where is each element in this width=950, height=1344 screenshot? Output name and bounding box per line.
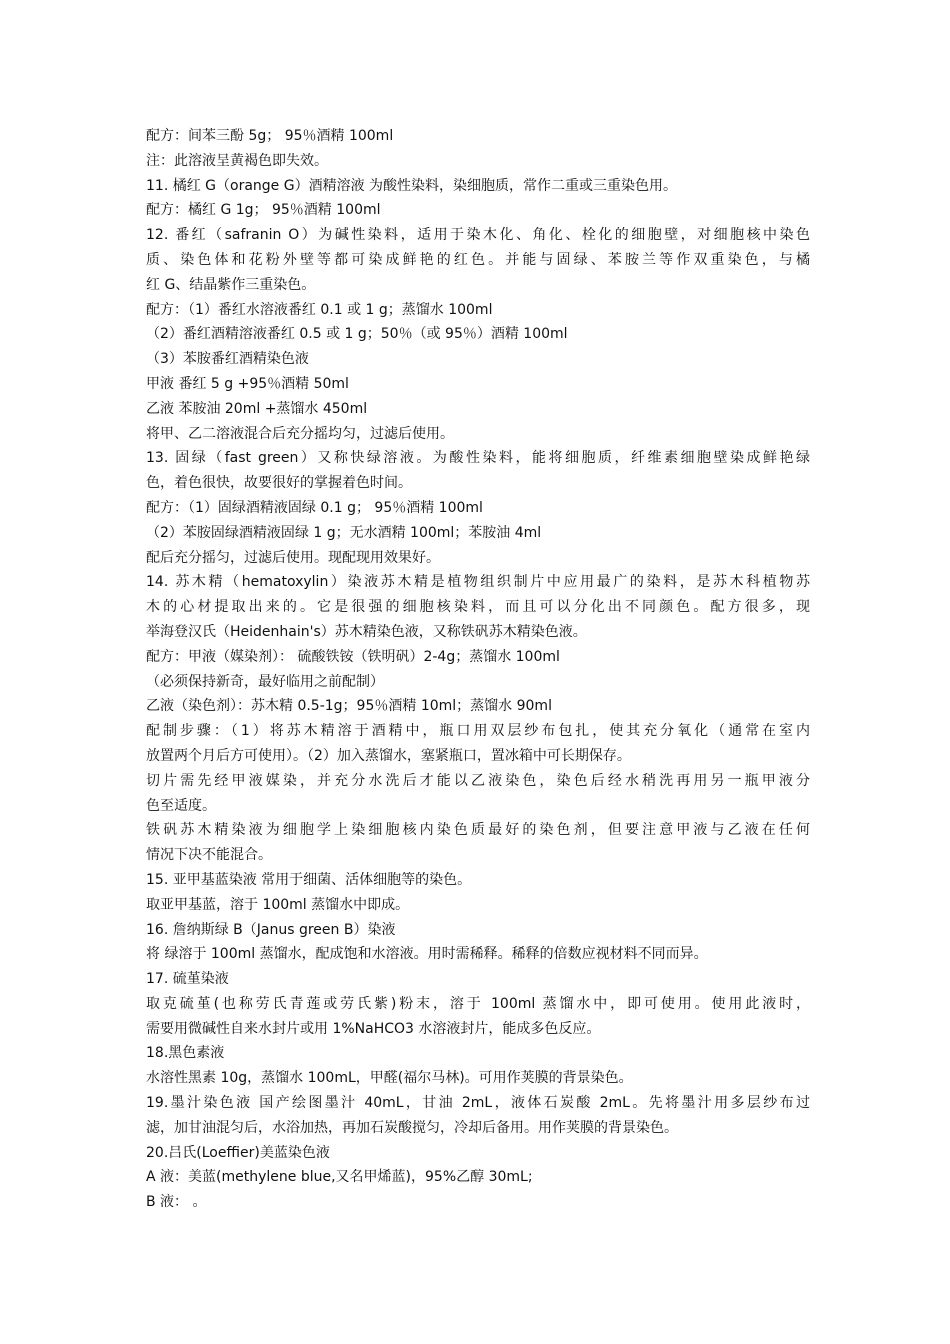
text-line: 色，着色很快，故要很好的掌握着色时间。 — [146, 475, 412, 492]
text-line: 配方：甲液（媒染剂）： 硫酸铁铵（铁明矾）2-4g；蒸馏水 100ml — [146, 648, 560, 665]
text-line: 配方：橘红 G 1g； 95％酒精 100ml — [146, 202, 381, 219]
text-line: 12. 番红（safranin O）为碱性染料，适用于染木化、角化、栓化的细胞壁，对细胞核中染色 — [146, 227, 810, 244]
text-line: 配方：（1）固绿酒精液固绿 0.1 g； 95％酒精 100ml — [146, 499, 483, 516]
text-line: 甲液 番红 5 g +95％酒精 50ml — [146, 375, 349, 392]
text-line: 配制步骤：（1）将苏木精溶于酒精中，瓶口用双层纱布包扎，使其充分氧化（通常在室内 — [146, 723, 810, 740]
text-line: 举海登汉氏（Heidenhain's）苏木精染色液，又称铁矾苏木精染色液。 — [146, 623, 587, 640]
text-line: 注：此溶液呈黄褐色即失效。 — [146, 152, 328, 169]
text-line: 配方：间苯三酚 5g； 95％酒精 100ml — [146, 128, 394, 144]
text-line: 19.墨汁染色液 国产绘图墨汁 40mL，甘油 2mL，液体石炭酸 2mL。先将墨汁用多层纱布过 — [146, 1095, 810, 1112]
text-line: （2）苯胺固绿酒精液固绿 1 g；无水酒精 100ml；苯胺油 4ml — [146, 524, 542, 541]
text-line: A 液：美蓝(methylene blue,又名甲烯蓝)，95%乙醇 30mL; — [146, 1169, 533, 1186]
text-line: （3）苯胺番红酒精染色液 — [146, 351, 309, 368]
text-line: 情况下决不能混合。 — [146, 847, 272, 864]
text-line: 14. 苏木精（hematoxylin）染液苏木精是植物组织制片中应用最广的染料，是苏木科植物苏 — [146, 574, 810, 591]
text-line: 铁矾苏木精染液为细胞学上染细胞核内染色质最好的染色剂，但要注意甲液与乙液在任何 — [146, 822, 810, 839]
text-line: 将 绿溶于 100ml 蒸馏水，配成饱和水溶液。用时需稀释。稀释的倍数应视材料不同而异。 — [146, 946, 708, 963]
text-line: 乙液（染色剂）：苏木精 0.5-1g；95％酒精 10ml；蒸馏水 90ml — [146, 698, 552, 715]
text-line: 13. 固绿（fast green）又称快绿溶液。为酸性染料，能将细胞质，纤维素细胞壁染成鲜艳绿 — [146, 450, 810, 467]
text-line: 18.黑色素液 — [146, 1045, 225, 1062]
text-line: 水溶性黑素 10g，蒸馏水 100mL，甲醛(福尔马林)。可用作荚膜的背景染色。 — [146, 1070, 633, 1087]
text-line: 红 G、结晶紫作三重染色。 — [146, 276, 316, 293]
text-line: 取亚甲基蓝，溶于 100ml 蒸馏水中即成。 — [146, 896, 410, 913]
text-line: 色至适度。 — [146, 797, 216, 814]
text-line: 17. 硫堇染液 — [146, 971, 229, 988]
text-line: 乙液 苯胺油 20ml +蒸馏水 450ml — [146, 400, 368, 417]
document-body — [146, 124, 810, 1215]
text-line: 配方：（1）番红水溶液番红 0.1 或 1 g；蒸馏水 100ml — [146, 301, 493, 318]
text-line: 木的心材提取出来的。它是很强的细胞核染料，而且可以分化出不同颜色。配方很多，现 — [146, 599, 810, 616]
text-line: 切片需先经甲液媒染，并充分水洗后才能以乙液染色，染色后经水稍洗再用另一瓶甲液分 — [146, 772, 810, 789]
text-line: （2）番红酒精溶液番红 0.5 或 1 g；50％（或 95％）酒精 100ml — [146, 326, 568, 343]
text-line: 放置两个月后方可使用）。（2）加入蒸馏水，塞紧瓶口，置冰箱中可长期保存。 — [146, 747, 631, 764]
text-line: 16. 詹纳斯绿 B（Janus green B）染液 — [146, 921, 396, 938]
text-line: 11. 橘红 G（orange G）酒精溶液 为酸性染料，染细胞质，常作二重或三重染色用。 — [146, 177, 678, 194]
text-line: 配后充分摇匀，过滤后使用。现配现用效果好。 — [146, 549, 440, 566]
text-line: 滤，加甘油混匀后，水浴加热，再加石炭酸搅匀，冷却后备用。用作荚膜的背景染色。 — [146, 1119, 678, 1136]
text-line: 取克硫堇(也称劳氏青莲或劳氏紫)粉末，溶于 100ml 蒸馏水中，即可使用。使用此液时， — [146, 995, 810, 1012]
text-line: 15. 亚甲基蓝染液 常用于细菌、活体细胞等的染色。 — [146, 871, 472, 888]
text-line: （必须保持新奇，最好临用之前配制） — [146, 673, 384, 690]
text-line: 20.吕氏(Loeffier)美蓝染色液 — [146, 1144, 330, 1161]
text-line: 质、染色体和花粉外壁等都可染成鲜艳的红色。并能与固绿、苯胺兰等作双重染色，与橘 — [146, 251, 810, 268]
text-line: B 液： 。 — [146, 1194, 207, 1211]
text-line: 需要用微碱性自来水封片或用 1%NaHCO3 水溶液封片，能成多色反应。 — [146, 1020, 601, 1037]
text-line: 将甲、乙二溶液混合后充分摇均匀，过滤后使用。 — [146, 425, 454, 442]
